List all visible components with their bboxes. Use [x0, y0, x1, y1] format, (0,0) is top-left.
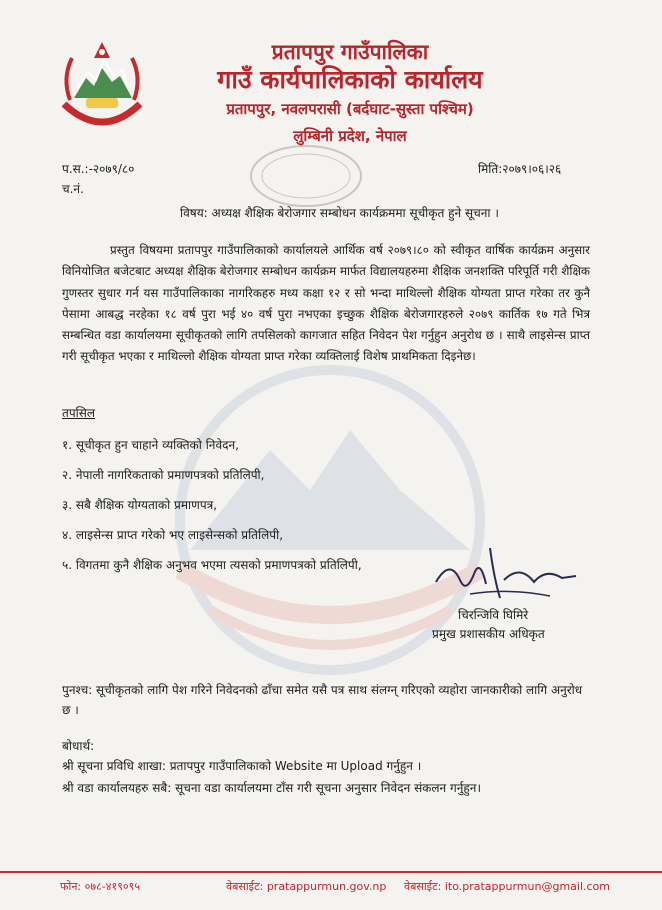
- cc-recipient: श्री वडा कार्यालयहरु सबै: सूचना वडा कार्यालयमा टाँस गरी सूचना अनुसार निवेदन संकलन गर्नुहुन।: [62, 781, 481, 795]
- footer-divider: [0, 871, 662, 873]
- tapasil-heading: तपसिल: [62, 406, 96, 420]
- requirement-item: २. नेपाली नागरिकताको प्रमाणपत्रको प्रतिलिपी,: [62, 468, 265, 482]
- footer-phone: फोन: ०७८-४१९०९५: [60, 880, 141, 893]
- requirement-item: ४. लाइसेन्स प्राप्त गरेको भए लाइसेन्सको प्रतिलिपी,: [62, 528, 284, 542]
- signer-name: चिरन्जिवि घिमिरे: [458, 608, 529, 622]
- letter-date: मिति:२०७९।०६।२६: [478, 162, 562, 176]
- office-address: प्रतापपुर, नवलपरासी (बर्दघाट-सुस्ता पश्चिम): [226, 100, 474, 118]
- province-line: लुम्बिनी प्रदेश, नेपाल: [293, 127, 407, 145]
- cc-heading: बोधार्थ:: [62, 739, 95, 753]
- handwritten-signature: [430, 538, 580, 608]
- municipality-name: प्रतापपुर गाउँपालिका: [271, 40, 429, 64]
- requirement-item: १. सूचीकृत हुन चाहाने व्यक्तिको निवेदन,: [62, 438, 239, 452]
- office-stamp: [247, 143, 365, 209]
- footer-website: वेबसाईट: pratappurmun.gov.np: [226, 880, 387, 893]
- requirement-item: ३. सबै शैक्षिक योग्यताको प्रमाणपत्र,: [62, 498, 218, 512]
- office-name: गाउँ कार्यपालिकाको कार्यालय: [217, 65, 483, 94]
- reference-number: प.स.:-२०७९/८०: [62, 162, 135, 176]
- signer-title: प्रमुख प्रशासकीय अधिकृत: [432, 627, 545, 641]
- postscript-note: पुनश्च: सूचीकृतको लागि पेश गरिने निवेदनको ढाँचा समेत यसै पत्र साथ संलग्न् गरिएको व्यहोरा जानकारीको लागि अनुरोध छ ।: [62, 683, 583, 717]
- dispatch-number: च.नं.: [62, 182, 84, 196]
- cc-recipient: श्री सूचना प्रविधि शाखा: प्रतापपुर गाउँपालिकाको Website मा Upload गर्नुहुन ।: [62, 759, 422, 773]
- subject-line: विषय: अध्यक्ष शैक्षिक बेरोजगार सम्बोधन कार्यक्रममा सूचीकृत हुने सूचना ।: [180, 206, 499, 220]
- body-paragraph: प्रस्तुत विषयमा प्रतापपुर गाउँपालिकाको कार्यालयले आर्थिक वर्ष २०७९।८० को स्वीकृत वार्षिक कार्यक्रम अनुसार विनियोजित बजेटबाट अध्यक्ष शैक्षिक बेरोजगार सम्बोधन कार्यक्रम मार्फत विद्यालयहरुमा शैक्षिक जनशक्ति परिपूर्ति गरी शैक्षिक गुणस्तर सुधार गर्न यस गाउँपालिकाका नागरिकहरु मध्य कक्षा १२ र सो भन्दा माथिल्लो शैक्षिक योग्यता प्राप्त गरेका तर कुनै पेसामा आबद्ध नरहेका १८ वर्ष पुरा भई ४० वर्ष पुरा नभएका इच्छुक शैक्षिक बेरोजगारहरुले २०७९ कार्तिक १७ गते भित्र सम्बन्धित वडा कार्यालयमा सूचीकृतको लागि तपसिलको कागजात सहित निवेदन पेश गर्नुहुन अनुरोध छ । साथै लाइसेन्स प्राप्त गरी सूचीकृत भएका र माथिल्लो शैक्षिक योग्यता प्राप्त गरेका व्यक्तिलाई विशेष प्राथमिकता दिइनेछ।: [62, 243, 590, 364]
- nepal-emblem-logo: [56, 38, 148, 140]
- footer-email: वेबसाईट: ito.pratappurmun@gmail.com: [404, 880, 610, 893]
- requirement-item: ५. विगतमा कुनै शैक्षिक अनुभव भएमा त्यसको प्रमाणपत्रको प्रतिलिपी,: [62, 558, 362, 572]
